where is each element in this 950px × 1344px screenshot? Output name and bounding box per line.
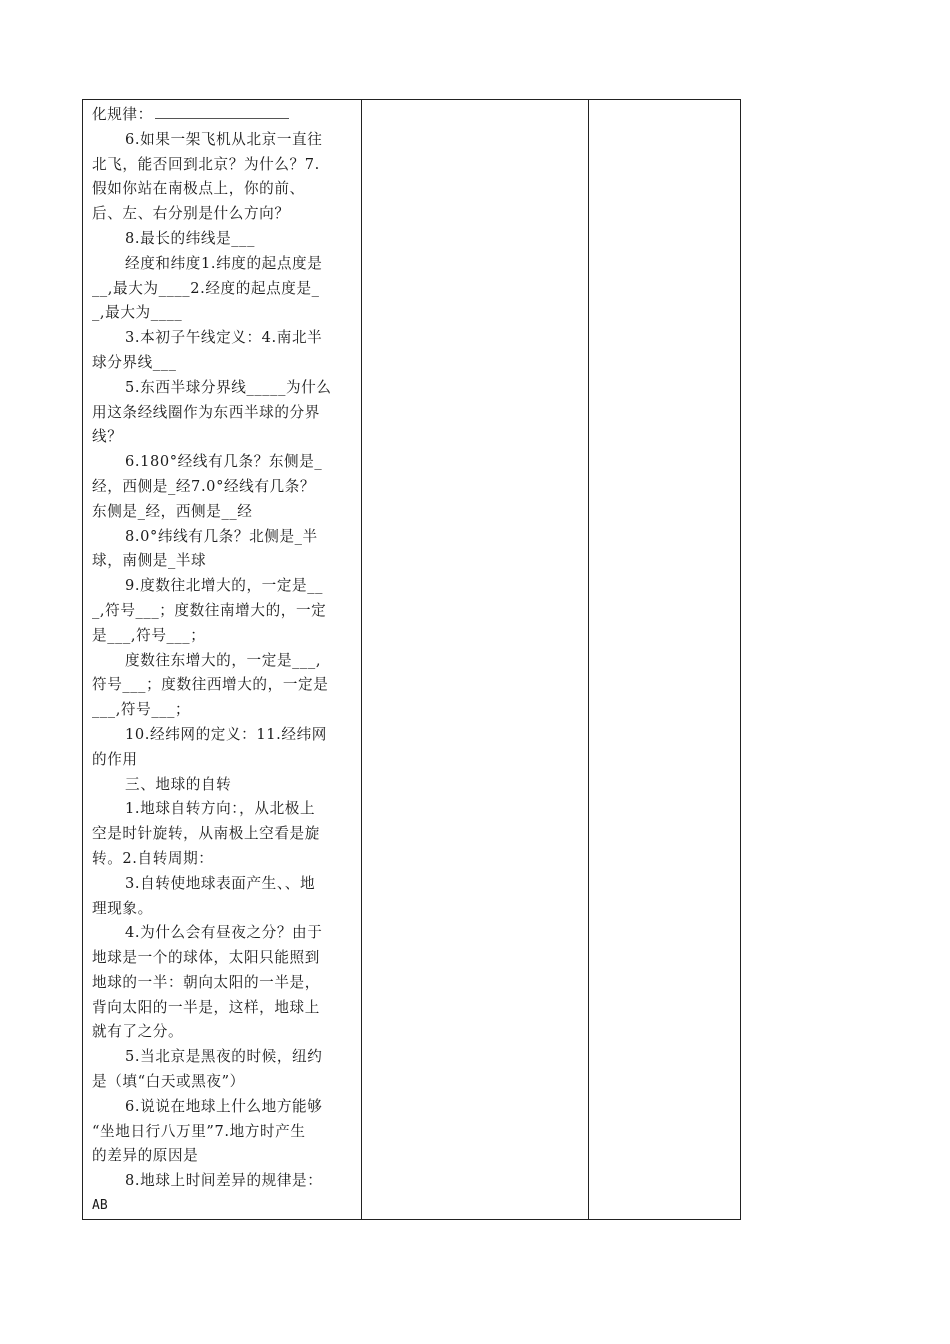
text-line: 地球是一个的球体，太阳只能照到 — [92, 949, 320, 967]
text-line: 化规律： — [92, 103, 353, 128]
text-line: 的差异的原因是 — [92, 1147, 199, 1165]
text-line: 3.自转使地球表面产生、、地 — [125, 874, 316, 892]
text-line: 的作用 — [92, 750, 138, 768]
text-line: _,符号___；度数往南增大的，一定 — [92, 601, 327, 619]
text-line: 5.当北京是黑夜的时候，纽约 — [125, 1048, 323, 1066]
text-line: 转。2.自转周期： — [92, 849, 214, 867]
text-line: 3.本初子午线定义：4.南北半 — [125, 329, 323, 347]
text-line: 用这条经线圈作为东西半球的分界 — [92, 403, 320, 421]
worksheet-table — [82, 99, 741, 1220]
text-line: 背向太阳的一半是，这样，地球上 — [92, 998, 320, 1016]
section-heading: 三、地球的自转 — [125, 775, 232, 793]
content-column — [83, 100, 362, 1219]
text-line: 6.180°经线有几条？东侧是_ — [125, 453, 323, 471]
text-line: 东侧是_经，西侧是__经 — [92, 502, 253, 520]
text-line: 6.说说在地球上什么地方能够 — [125, 1097, 323, 1115]
text-line: 经度和纬度1.纬度的起点度是 — [125, 254, 323, 272]
text-line: _,最大为____ — [92, 304, 183, 322]
text-line: 理现象。 — [92, 899, 153, 917]
text-line: 符号___；度数往西增大的，一定是 — [92, 676, 329, 694]
text-line: 9.度数往北增大的，一定是__ — [125, 577, 324, 595]
text-line: __,最大为____2.经度的起点度是_ — [92, 279, 320, 297]
text-line: 线？ — [92, 428, 123, 446]
text-line: 球分界线___ — [92, 353, 177, 371]
blank-column-middle — [362, 100, 589, 1219]
text-line: AB — [92, 1198, 108, 1214]
text-line: 4.为什么会有昼夜之分？由于 — [125, 924, 323, 942]
text-line: 假如你站在南极点上，你的前、 — [92, 180, 305, 198]
text-line: 球，南侧是_半球 — [92, 552, 207, 570]
text-line: 8.地球上时间差异的规律是： — [125, 1172, 323, 1190]
text-line: 北飞，能否回到北京？为什么？7. — [92, 155, 320, 173]
text-line: 度数往东增大的，一定是___, — [125, 651, 322, 669]
text-line: 6.如果一架飞机从北京一直往 — [125, 130, 323, 148]
text-line: 8.0°纬线有几条？北侧是_半 — [125, 527, 318, 545]
text-line: 就有了之分。 — [92, 1023, 184, 1041]
text-line: 空是时针旋转，从南极上空看是旋 — [92, 825, 320, 843]
text-line: 1.地球自转方向：，从北极上 — [125, 800, 316, 818]
text-line: 经，西侧是_经7.0°经线有几条？ — [92, 477, 316, 495]
text-line: ___,符号___； — [92, 701, 191, 719]
text-line: 是（填“白天或黑夜”） — [92, 1073, 245, 1091]
text-line: “坐地日行八万里”7.地方时产生 — [92, 1122, 306, 1140]
text-line: 后、左、右分别是什么方向？ — [92, 205, 290, 223]
text-line: 地球的一半：朝向太阳的一半是， — [92, 973, 320, 991]
text-line: 是___,符号___； — [92, 626, 206, 644]
text-line: 8.最长的纬线是___ — [125, 229, 255, 247]
fill-blank — [155, 104, 289, 119]
blank-column-right — [589, 100, 740, 1219]
text-line: 5.东西半球分界线_____为什么 — [125, 378, 332, 396]
text-line: 10.经纬网的定义：11.经纬网 — [125, 725, 327, 743]
